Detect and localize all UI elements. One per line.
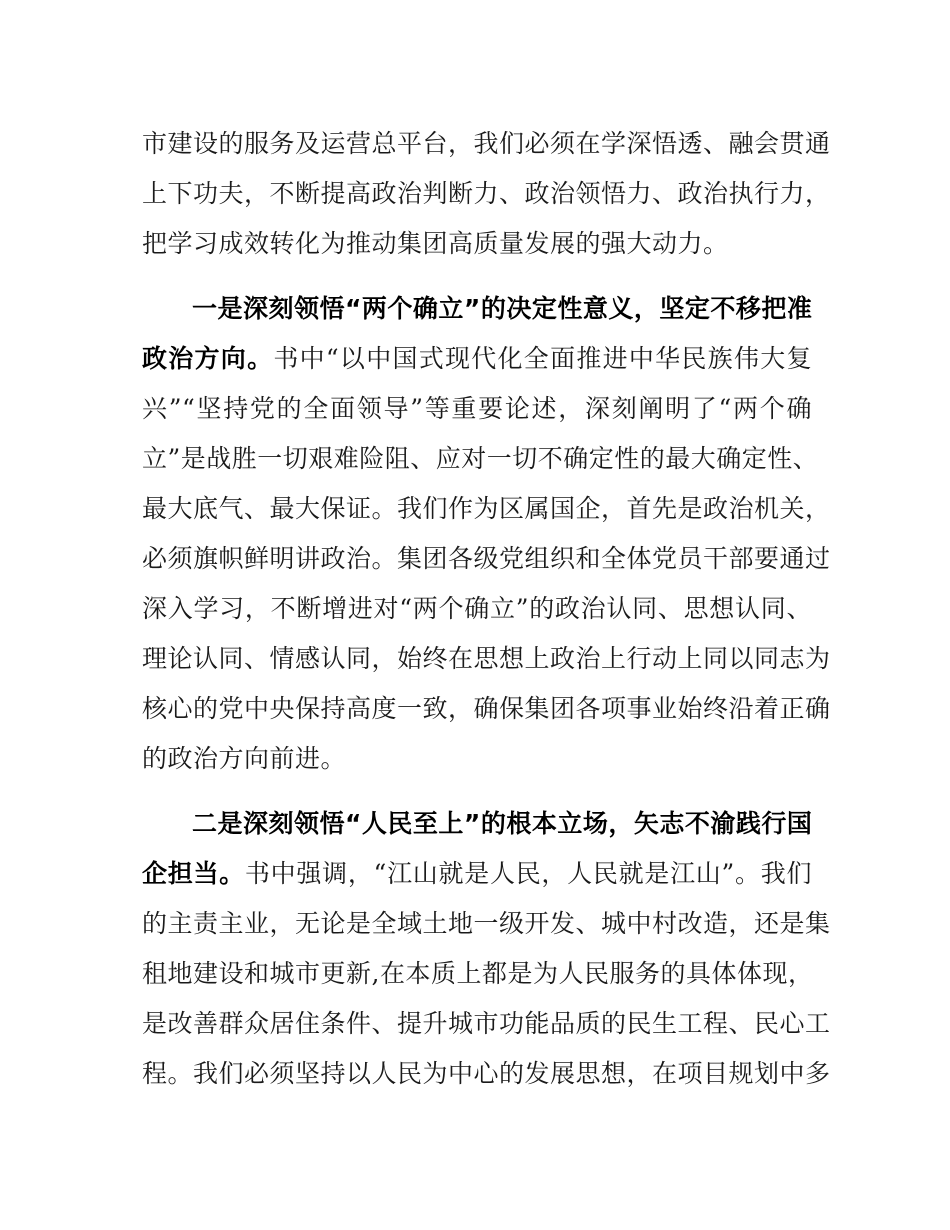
para-one-line-10: 的政治方向前进。	[142, 744, 347, 773]
para-two-line-2	[142, 854, 812, 894]
para-one-line-5: 最大底气、最大保证。我们作为区属国企，首先是政治机关，	[142, 494, 831, 523]
para-one-line-2	[142, 339, 812, 379]
para-one-line-4: 立”是战胜一切艰难险阻、应对一切不确定性的最大确定性、	[142, 444, 819, 473]
para-one-heading-line-2: 政治方向。	[142, 344, 274, 373]
para-one-line-7: 深入学习，不断增进对“两个确立”的政治认同、思想认同、	[142, 594, 812, 623]
para-one-line-2-rest: 书中“以中国式现代化全面推进中华民族伟大复	[273, 344, 812, 373]
para-one-heading-line-1: 一是深刻领悟“两个确立”的决定性意义，坚定不移把准	[192, 294, 813, 323]
intro-line-1: 市建设的服务及运营总平台，我们必须在学深悟透、融会贯通	[142, 129, 831, 158]
para-two-heading-line-1: 二是深刻领悟“人民至上”的根本立场，矢志不渝践行国	[192, 809, 813, 838]
para-one-line-6: 必须旗帜鲜明讲政治。集团各级党组织和全体党员干部要通过	[142, 544, 831, 573]
intro-line-2: 上下功夫，不断提高政治判断力、政治领悟力、政治执行力，	[142, 179, 831, 208]
intro-line-3: 把学习成效转化为推动集团高质量发展的强大动力。	[142, 229, 729, 258]
para-two-line-2-rest: 书中强调，“江山就是人民，人民就是江山”。我们	[244, 859, 812, 888]
para-two-heading-line-2: 企担当。	[142, 859, 245, 888]
para-two-line-3: 的主责主业，无论是全域土地一级开发、城中村改造，还是集	[142, 909, 831, 938]
para-two-line-6: 程。我们必须坚持以人民为中心的发展思想，在项目规划中多	[142, 1059, 831, 1088]
para-two-line-5: 是改善群众居住条件、提升城市功能品质的民生工程、民心工	[142, 1009, 831, 1038]
para-one-line-3: 兴”“坚持党的全面领导”等重要论述，深刻阐明了“两个确	[142, 394, 812, 423]
para-two-line-4: 租地建设和城市更新,在本质上都是为人民服务的具体体现，	[142, 959, 814, 988]
para-one-line-8: 理论认同、情感认同，始终在思想上政治上行动上同以同志为	[142, 644, 831, 673]
para-one-line-9: 核心的党中央保持高度一致，确保集团各项事业始终沿着正确	[142, 694, 831, 723]
